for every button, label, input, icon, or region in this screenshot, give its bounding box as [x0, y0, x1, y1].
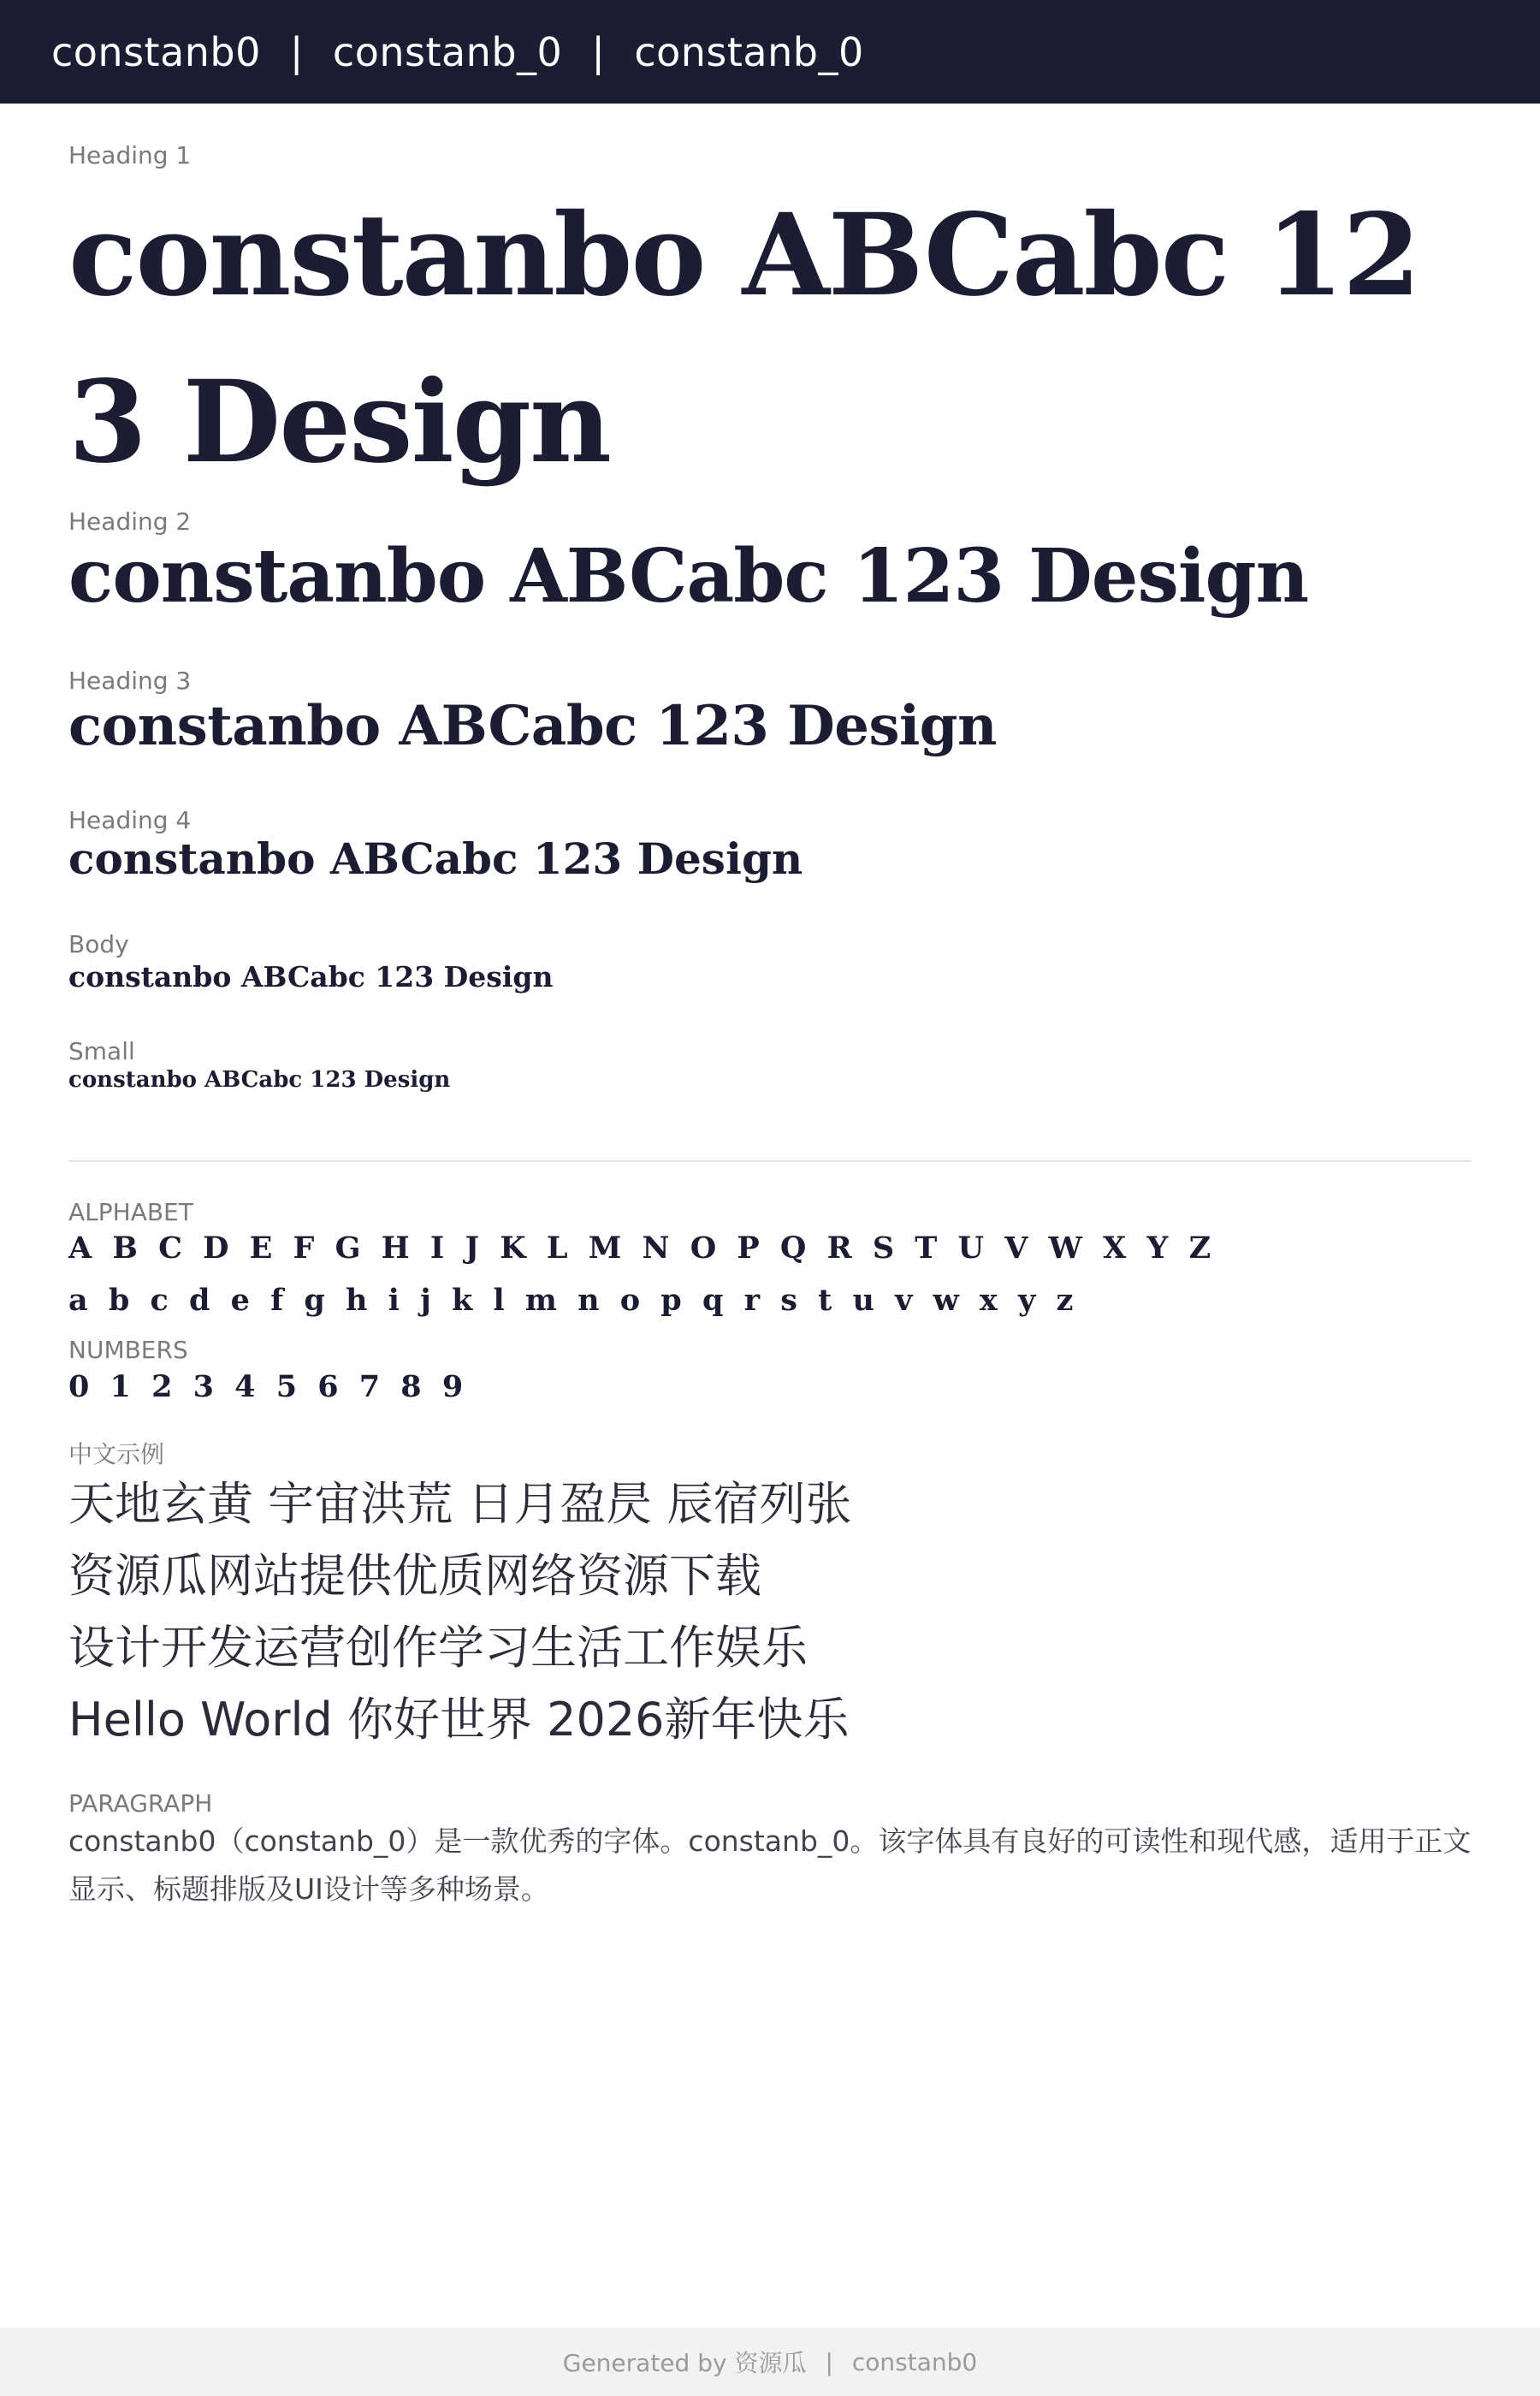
alphabet-lowercase: a b c d e f g h i j k l m n o p q r s t u v w x y z — [68, 1283, 1079, 1318]
footer-generated-text: Generated by 资源瓜 — [562, 2349, 807, 2377]
font-name-alt-1: constanb_0 — [332, 28, 563, 75]
alphabet-label: ALPHABET — [68, 1198, 193, 1226]
chinese-line: 资源瓜网站提供优质网络资源下载 — [68, 1549, 761, 1603]
heading-4-label: Heading 4 — [68, 806, 192, 834]
paragraph-sample: constanb0（constanb_0）是一款优秀的字体。constanb_0。该字体具有良好的可读性和现代感，适用于正文显示、标题排版及UI设计等多种场景。 — [68, 1824, 1472, 1906]
heading-1-label: Heading 1 — [68, 141, 192, 169]
font-name-alt-2: constanb_0 — [634, 28, 864, 75]
alphabet-uppercase: A B C D E F G H I J K L M N O P Q R S T U V W X Y Z — [68, 1231, 1217, 1266]
heading-3-label: Heading 3 — [68, 667, 192, 695]
small-sample: constanbo ABCabc 123 Design — [68, 1067, 451, 1093]
section-divider — [68, 1160, 1472, 1162]
body-label: Body — [68, 930, 129, 958]
header-separator: | — [591, 28, 606, 75]
chinese-line: 天地玄黄 宇宙洪荒 日月盈昃 辰宿列张 — [68, 1477, 852, 1531]
numbers-label: NUMBERS — [68, 1336, 188, 1364]
heading-1-sample: constanbo ABCabc 123 Design — [68, 189, 1419, 489]
body-sample: constanbo ABCabc 123 Design — [68, 960, 554, 993]
heading-2-sample: constanbo ABCabc 123 Design — [68, 533, 1309, 620]
chinese-line: Hello World 你好世界 2026新年快乐 — [68, 1693, 850, 1747]
small-label: Small — [68, 1037, 135, 1065]
heading-2-label: Heading 2 — [68, 507, 192, 536]
footer-font-name: constanb0 — [851, 2347, 978, 2376]
heading-3-sample: constanbo ABCabc 123 Design — [68, 694, 998, 758]
chinese-label: 中文示例 — [68, 1440, 165, 1468]
heading-4-sample: constanbo ABCabc 123 Design — [68, 833, 803, 884]
paragraph-label: PARAGRAPH — [68, 1789, 213, 1818]
page-footer — [0, 2328, 1540, 2396]
page-header — [0, 0, 1540, 104]
footer-separator: | — [825, 2347, 833, 2376]
font-name-primary: constanb0 — [51, 28, 261, 75]
chinese-line: 设计开发运营创作学习生活工作娱乐 — [68, 1621, 808, 1675]
numbers-sample: 0 1 2 3 4 5 6 7 8 9 — [68, 1369, 469, 1404]
header-separator: | — [289, 28, 304, 75]
